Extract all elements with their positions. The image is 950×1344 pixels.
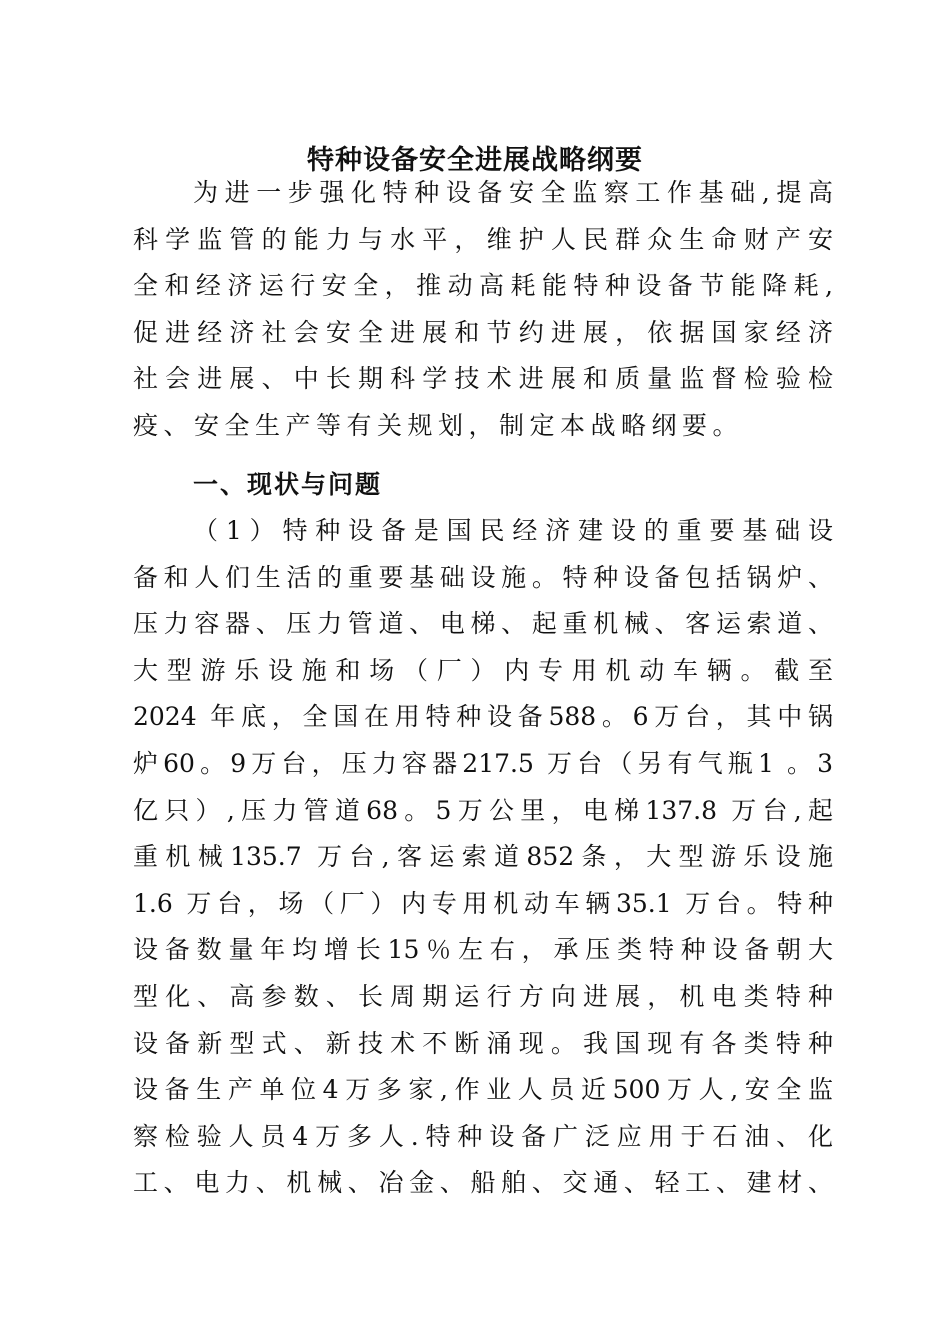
text-line: 2024 年底，全国在用特种设备588。6万台，其中锅	[133, 702, 833, 732]
text-line: 疫、安全生产等有关规划，制定本战略纲要。	[133, 410, 744, 440]
section-paragraph	[133, 508, 833, 1207]
text-line: 1.6 万台，场（厂）内专用机动车辆35.1 万台。特种	[133, 888, 833, 918]
text-line: 设备生产单位4万多家,作业人员近500万人,安全监	[133, 1075, 833, 1105]
text-line: 重机械135.7 万台,客运索道852条，大型游乐设施	[133, 842, 833, 872]
text-line: 科学监管的能力与水平，维护人民群众生命财产安	[133, 224, 833, 254]
document-title: 特种设备安全进展战略纲要	[307, 145, 643, 176]
intro-paragraph	[133, 170, 833, 450]
text-line: 亿只）,压力管道68。5万公里，电梯137.8 万台,起	[133, 795, 833, 825]
text-line: 大型游乐设施和场（厂）内专用机动车辆。截至	[133, 655, 833, 685]
text-line: 促进经济社会安全进展和节约进展，依据国家经济	[133, 317, 833, 347]
section-heading: 一、现状与问题	[193, 470, 383, 499]
text-line: 炉60。9万台，压力容器217.5 万台（另有气瓶1 。3	[133, 748, 833, 778]
text-line: 社会进展、中长期科学技术进展和质量监督检验检	[133, 364, 833, 394]
text-line: 工、电力、机械、冶金、船舶、交通、轻工、建材、	[133, 1168, 833, 1198]
text-line: 设备新型式、新技术不断涌现。我国现有各类特种	[133, 1028, 833, 1058]
text-line: 为进一步强化特种设备安全监察工作基础,提高	[193, 178, 833, 207]
text-line: 全和经济运行安全，推动高耗能特种设备节能降耗,	[133, 271, 833, 301]
text-line: 设备数量年均增长15％左右，承压类特种设备朝大	[133, 935, 833, 965]
text-line: 察检验人员4万多人.特种设备广泛应用于石油、化	[133, 1121, 833, 1151]
text-line: 备和人们生活的重要基础设施。特种设备包括锅炉、	[133, 562, 833, 592]
text-line: 压力容器、压力管道、电梯、起重机械、客运索道、	[133, 609, 833, 639]
text-line: 型化、高参数、长周期运行方向进展，机电类特种	[133, 981, 833, 1011]
text-line: （1）特种设备是国民经济建设的重要基础设	[193, 516, 833, 545]
